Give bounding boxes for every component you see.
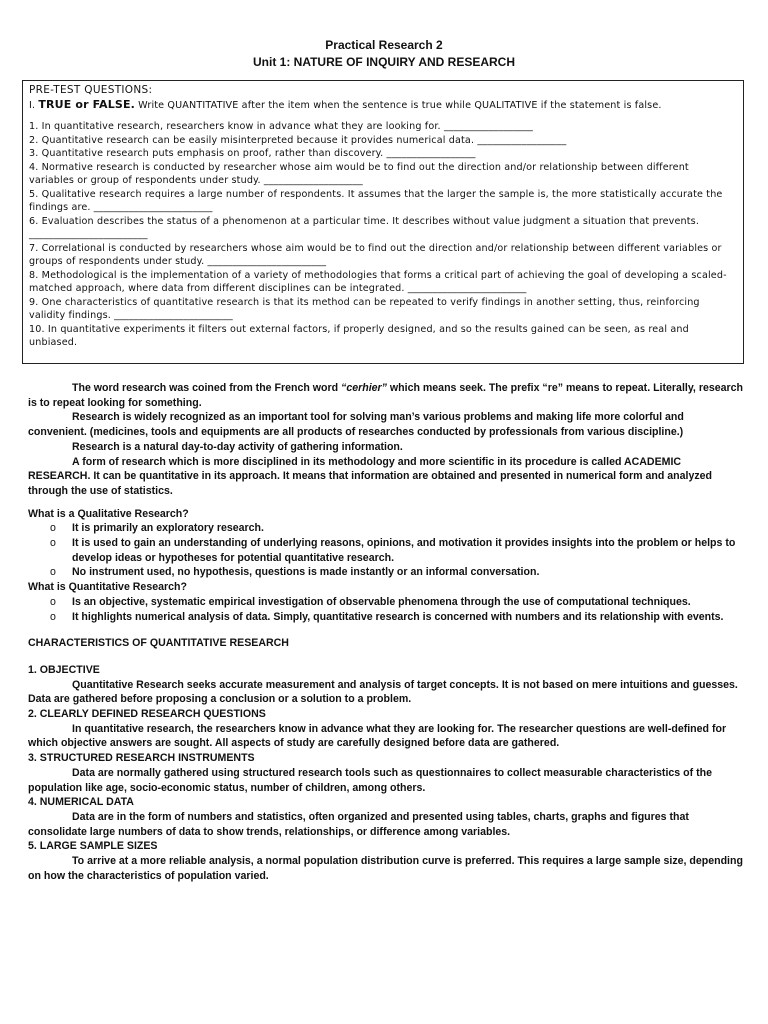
quantitative-list: [28, 595, 744, 624]
instruction-text: Write QUANTITATIVE after the item when the sentence is true while QUALITATIVE if the statement is false.: [134, 99, 662, 111]
characteristics-heading: CHARACTERISTICS OF QUANTITATIVE RESEARCH: [28, 637, 289, 650]
characteristic-text: In quantitative research, the researchers know in advance what they are looking for. The researcher questions are well-defined for which objective answers are sought. All aspects of study are carefully designed before data are gathered.: [28, 722, 727, 750]
list-item-text: No instrument used, no hypothesis, questions is made instantly or an informal conversation.: [72, 566, 540, 579]
pretest-box: [22, 80, 744, 364]
list-item-text: It is primarily an exploratory research.: [72, 522, 264, 535]
pretest-item: 9. One characteristics of quantitative research is that its method can be repeated to verify findings in another setting, thus, reinforcing validity findings. ________________________: [29, 296, 700, 321]
circle-bullet-icon: o: [50, 566, 56, 579]
cerhier-word: “cerhier”: [341, 382, 387, 394]
pretest-item: 8. Methodological is the implementation of a variety of methodologies that forms a critical part of achieving the goal of developing a scaled-matched approach, where data from different disciplines can be integrated. ________________________: [29, 269, 727, 294]
list-item: [28, 536, 744, 565]
list-item: [28, 565, 744, 580]
instruction-true-false: TRUE or FALSE.: [38, 97, 135, 111]
qualitative-list: [28, 521, 744, 580]
pretest-item: 1. In quantitative research, researchers know in advance what they are looking for. __________________: [29, 121, 533, 132]
list-item-text: It highlights numerical analysis of data. Simply, quantitative research is concerned with numbers and its relationship with events.: [72, 610, 724, 623]
pretest-item: 7. Correlational is conducted by researchers whose aim would be to find out the direction and/or relationship between different variables or groups of respondents under study. ________________________: [29, 242, 722, 267]
circle-bullet-icon: o: [50, 595, 56, 608]
intro-paragraph-3: Research is a natural day-to-day activity of gathering information.: [72, 440, 403, 453]
pretest-item: 3. Quantitative research puts emphasis on proof, rather than discovery. __________________: [29, 148, 476, 159]
qualitative-heading: What is a Qualitative Research?: [28, 507, 189, 520]
circle-bullet-icon: o: [50, 522, 56, 535]
list-item-text: Is an objective, systematic empirical investigation of observable phenomena through the use of computational techniques.: [72, 595, 691, 608]
lesson-body: [28, 381, 744, 884]
characteristic-title: 1. OBJECTIVE: [28, 663, 100, 676]
characteristic-title: 4. NUMERICAL DATA: [28, 796, 134, 809]
list-item: [28, 521, 744, 536]
pretest-item: 2. Quantitative research can be easily misinterpreted because it provides numerical data. __________________: [29, 134, 567, 146]
intro-paragraph-2: Research is widely recognized as an important tool for solving man’s various problems and making life more colorful and convenient. (medicines, tools and equipments are all products of researches conducted by professionals from various discipline.): [28, 411, 684, 439]
intro-text: The word research was coined from the French word: [72, 382, 342, 394]
characteristic-text: To arrive at a more reliable analysis, a normal population distribution curve is preferred. This requires a large sample size, depending on how the characteristics of population varied.: [28, 855, 743, 882]
circle-bullet-icon: o: [50, 537, 56, 550]
quantitative-heading: What is Quantitative Research?: [28, 581, 187, 594]
list-item-text: It is used to gain an understanding of underlying reasons, opinions, and motivation it provides insights into the problem or helps to develop ideas or hypotheses for potential quantitative research.: [72, 537, 736, 564]
intro-paragraph-4: A form of research which is more disciplined in its methodology and more scientific in its procedure is called ACADEMIC RESEARCH. It can be quantitative in its approach. It means that information are obtained and presented in numerical form and analyzed through the use of statistics.: [28, 455, 713, 497]
intro-paragraph-1: [28, 381, 744, 410]
list-item: [28, 610, 744, 625]
course-title: Practical Research 2: [325, 38, 443, 52]
pretest-item: 4. Normative research is conducted by researcher whose aim would be to find out the direction and/or relationship between different variables or group of respondents under study. ____________________: [29, 161, 689, 186]
characteristic-title: 3. STRUCTURED RESEARCH INSTRUMENTS: [28, 752, 255, 765]
characteristic-title: 2. CLEARLY DEFINED RESEARCH QUESTIONS: [28, 708, 266, 721]
characteristic-title: 5. LARGE SAMPLE SIZES: [28, 840, 158, 853]
list-item: [28, 595, 744, 610]
intro-text: which means seek. The prefix “re” means to repeat. Literally, research is to repeat looking for something.: [28, 382, 743, 409]
characteristic-text: Data are normally gathered using structured research tools such as questionnaires to collect measurable characteristics of the population like age, socio-economic status, number of children, among others.: [28, 766, 712, 794]
pretest-heading: PRE-TEST QUESTIONS:: [29, 84, 153, 96]
characteristic-text: Data are in the form of numbers and statistics, often organized and presented using tables, charts, graphs and figures that consolidate large numbers of data to show trends, relationships, or difference among variables.: [28, 810, 689, 838]
characteristic-text: Quantitative Research seeks accurate measurement and analysis of target concepts. It is not based on mere intuitions and guesses. Data are gathered before proposing a conclusion or a solution to a problem.: [28, 678, 738, 706]
pretest-item: 10. In quantitative experiments it filters out external factors, if properly designed, and so the results gained can be seen, as real and unbiased.: [29, 323, 689, 348]
instruction-number: I.: [29, 99, 39, 111]
circle-bullet-icon: o: [50, 610, 56, 623]
pretest-item: 6. Evaluation describes the status of a phenomenon at a particular time. It describes without value judgment a situation that prevents. ________________________: [29, 215, 700, 240]
pretest-instruction: [29, 98, 737, 113]
unit-title: Unit 1: NATURE OF INQUIRY AND RESEARCH: [252, 55, 515, 69]
pretest-item: 5. Qualitative research requires a large number of respondents. It assumes that the larger the sample is, the more statistically accurate the findings are. ________________________: [29, 188, 723, 213]
